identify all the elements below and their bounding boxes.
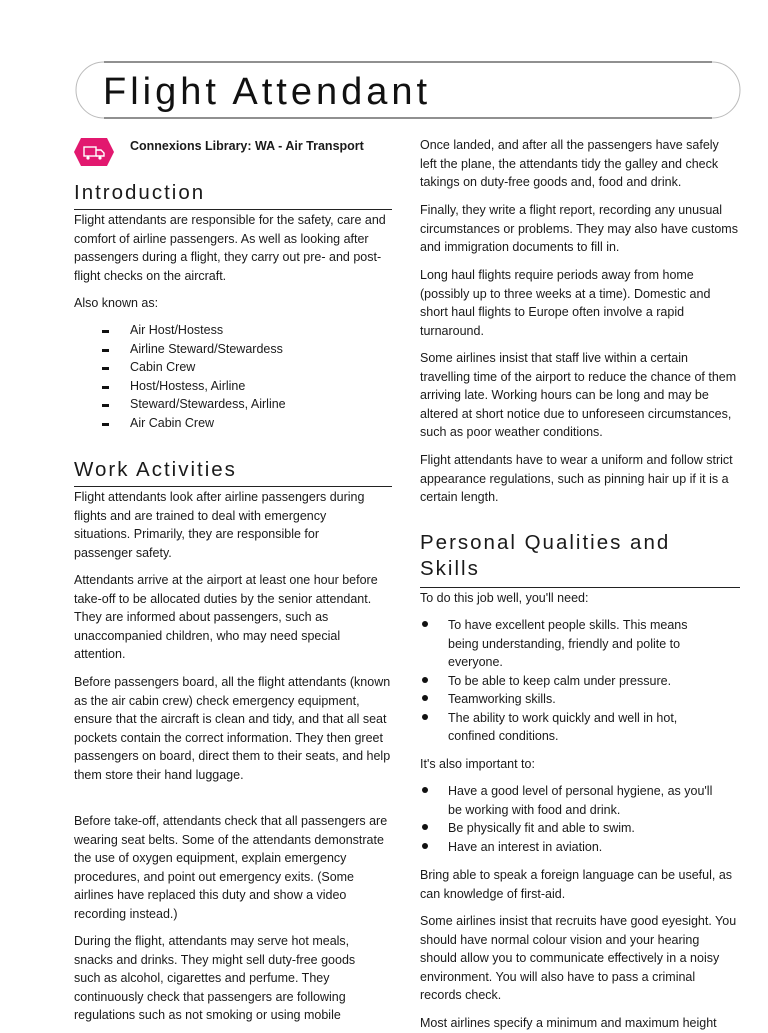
work-section — [74, 457, 392, 487]
work-paragraph-5: During the flight, attendants may serve hot meals, snacks and drinks. They might sell duty-free goods such as alcohol, cigarettes and perfume. They continuously check that passengers are following regulations such as not smoking or using mobile — [74, 934, 356, 1022]
qualities-section — [420, 530, 740, 588]
qualities-heading: Personal Qualities and Skills — [420, 531, 671, 580]
list-item: Have an interest in aviation. — [420, 838, 720, 857]
aka-label: Also known as: — [74, 296, 159, 310]
list-item: Air Cabin Crew — [74, 414, 392, 433]
list-item: The ability to work quickly and well in hot, confined conditions. — [420, 709, 720, 746]
list-item: Be physically fit and able to swim. — [420, 819, 720, 838]
work-paragraph-2: Attendants arrive at the airport at least one hour before take-off to be allocated duties by the senior attendant. They are informed about passengers, such as unaccompanied children, who may need special attention. — [74, 573, 378, 661]
right-paragraph-4: Some airlines insist that staff live within a certain travelling time of the airport to reduce the chance of them arriving late. Working hours can be long and may be altered at short notice due to unforeseen circumstances, such as poor weather conditions. — [420, 351, 737, 439]
right-paragraph-8: Most airlines specify a minimum and maximum height — [420, 1016, 717, 1030]
need-label: To do this job well, you'll need: — [420, 591, 589, 605]
need-list — [420, 616, 720, 746]
work-paragraph-3: Before passengers board, all the flight attendants (known as the air cabin crew) check emergency equipment, ensure that the aircraft is clean and tidy, and that all seat pockets contain the correct information. They then greet passengers on board, direct them to their seats, and help them store their hand luggage. — [74, 675, 391, 782]
intro-paragraph: Flight attendants are responsible for the safety, care and comfort of airline passengers. As well as looking after passengers during a flight, they carry out pre- and post-flight checks on the aircraft. — [74, 213, 386, 283]
list-item: Cabin Crew — [74, 358, 392, 377]
list-item: Host/Hostess, Airline — [74, 377, 392, 396]
intro-section — [74, 180, 392, 210]
work-paragraph-1: Flight attendants look after airline passengers during flights and are trained to deal with emergency situations. Primarily, they are responsible for passenger safety. — [74, 490, 365, 560]
list-item: Air Host/Hostess — [74, 321, 392, 340]
list-item: Airline Steward/Stewardess — [74, 340, 392, 359]
list-item: Steward/Stewardess, Airline — [74, 395, 392, 414]
list-item: To have excellent people skills. This means being understanding, friendly and polite to everyone. — [420, 616, 720, 672]
list-item: To be able to keep calm under pressure. — [420, 672, 720, 691]
work-heading: Work Activities — [74, 457, 392, 487]
right-paragraph-5: Flight attendants have to wear a uniform and follow strict appearance regulations, such as pinning hair up if it is a certain length. — [420, 453, 733, 504]
source-label: Connexions Library: WA - Air Transport — [130, 139, 364, 153]
important-label: It's also important to: — [420, 757, 535, 771]
truck-icon — [73, 137, 115, 167]
important-list — [420, 782, 720, 856]
work-paragraph-4: Before take-off, attendants check that all passengers are wearing seat belts. Some of the attendants demonstrate the use of oxygen equipment, explain emergency procedures, and point out emergency exits. (Some airlines have replaced this duty and show a video recording instead.) — [74, 814, 388, 921]
aka-list — [74, 321, 392, 432]
right-paragraph-7: Some airlines insist that recruits have good eyesight. You should have normal colour vision and your hearing should allow you to communicate effectively in a noisy environment. You will also have to pass a criminal records check. — [420, 914, 737, 1002]
right-paragraph-3: Long haul flights require periods away from home (possibly up to three weeks at a time). Domestic and short haul flights to Europe often involve a rapid turnaround. — [420, 268, 711, 338]
intro-heading: Introduction — [74, 180, 392, 210]
list-item: Have a good level of personal hygiene, as you'll be working with food and drink. — [420, 782, 720, 819]
right-paragraph-1: Once landed, and after all the passengers have safely left the plane, the attendants tidy the galley and check takings on duty-free goods and, food and drink. — [420, 138, 719, 189]
page-title: Flight Attendant — [103, 71, 432, 113]
right-paragraph-2: Finally, they write a flight report, recording any unusual circumstances or problems. They may also have customs and immigration documents to fill in. — [420, 203, 738, 254]
section-divider — [420, 587, 740, 588]
right-paragraph-6: Bring able to speak a foreign language can be useful, as can knowledge of first-aid. — [420, 868, 733, 901]
list-item: Teamworking skills. — [420, 690, 720, 709]
